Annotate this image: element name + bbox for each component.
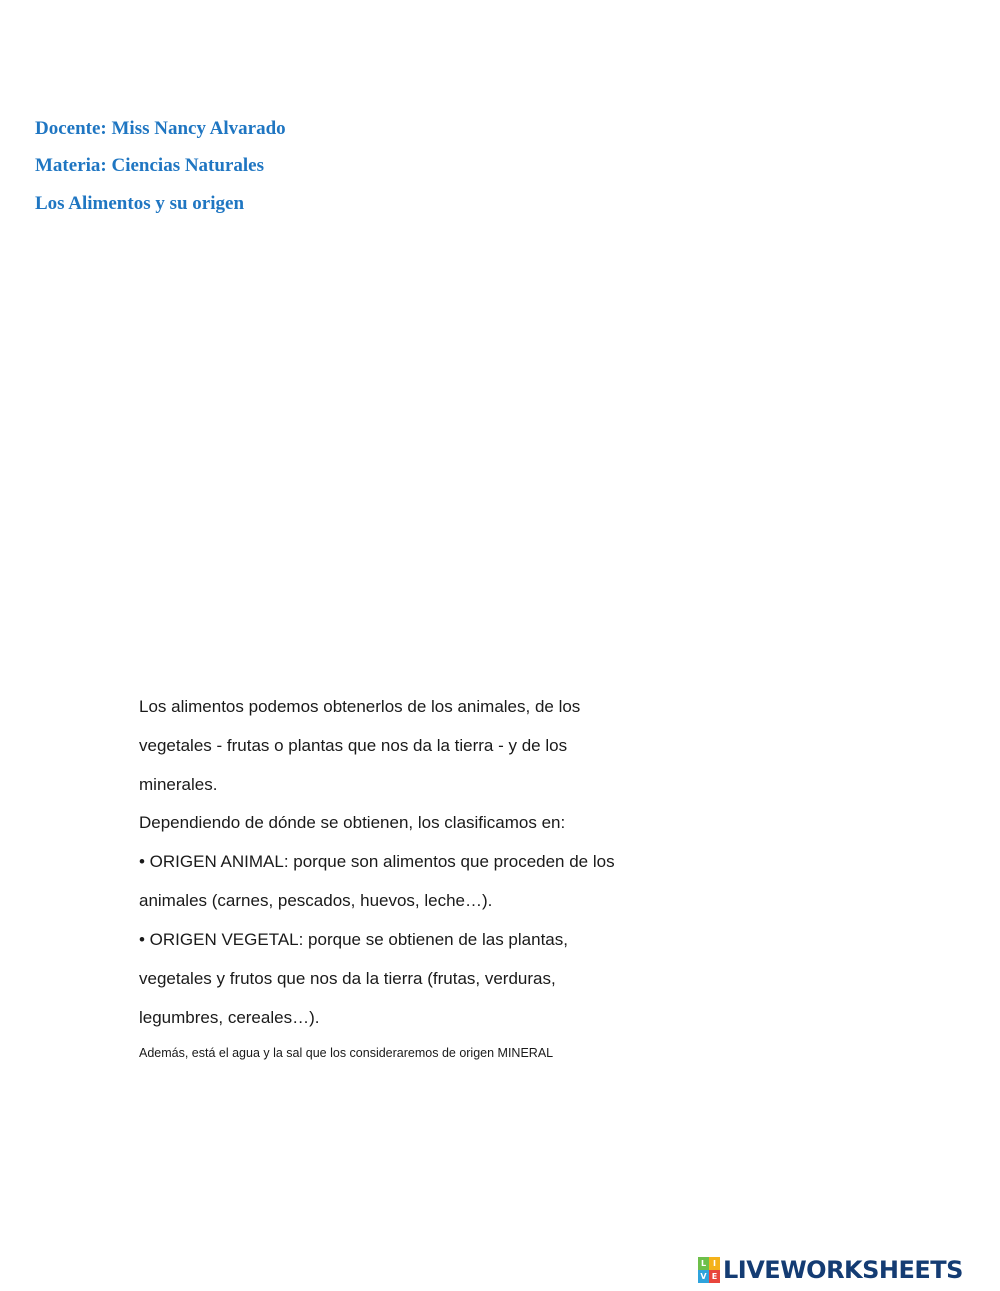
body-text-line: vegetales - frutas o plantas que nos da la tierra - y de los (139, 736, 568, 755)
subject-heading: Materia: Ciencias Naturales (35, 155, 264, 176)
body-text-line: legumbres, cereales…). (139, 1008, 320, 1027)
teacher-heading: Docente: Miss Nancy Alvarado (35, 118, 286, 139)
body-text-line: Los alimentos podemos obtenerlos de los animales, de los (139, 697, 581, 716)
body-text-line: minerales. (139, 775, 218, 794)
body-text-line: animales (carnes, pescados, huevos, leche…). (139, 891, 493, 910)
liveworksheets-logo (698, 1256, 963, 1284)
bullet-origen-animal: • ORIGEN ANIMAL: porque son alimentos que proceden de los (139, 852, 615, 871)
logo-text: LIVEWORKSHEETS (723, 1256, 963, 1284)
topic-heading: Los Alimentos y su origen (35, 193, 245, 214)
logo-letter: E (709, 1270, 720, 1283)
body-text-line: vegetales y frutos que nos da la tierra (frutas, verduras, (139, 969, 556, 988)
logo-letter: V (698, 1270, 709, 1283)
live-logo-icon (698, 1257, 720, 1283)
body-text-line: Dependiendo de dónde se obtienen, los clasificamos en: (139, 813, 566, 832)
logo-letter: I (709, 1257, 720, 1270)
logo-letter: L (698, 1257, 709, 1270)
bullet-origen-vegetal: • ORIGEN VEGETAL: porque se obtienen de las plantas, (139, 930, 568, 949)
mineral-note: Además, está el agua y la sal que los consideraremos de origen MINERAL (139, 1046, 554, 1060)
